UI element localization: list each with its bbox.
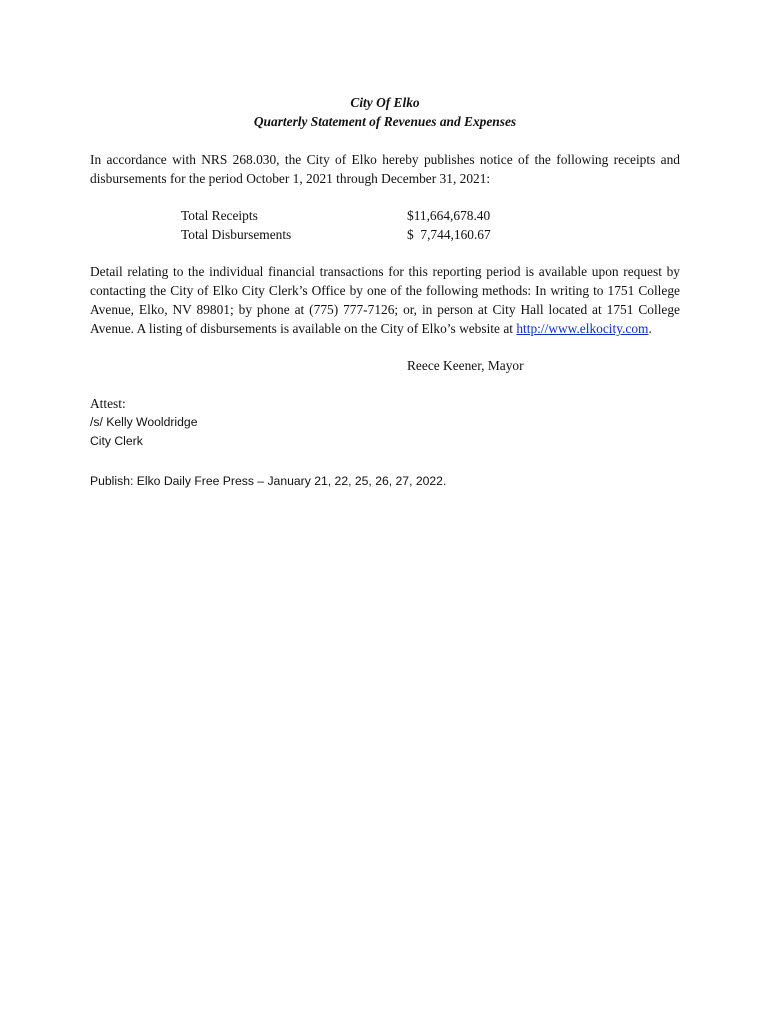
detail-line-3: Avenue, Elko, NV 89801; by phone at (775) 777-7126; or, in person at City Hall located at 1751 College — [90, 302, 680, 317]
attest-label: Attest: — [90, 396, 126, 411]
detail-paragraph — [90, 262, 680, 338]
total-disbursements-value: $ 7,744,160.67 — [407, 227, 491, 242]
total-disbursements-label: Total Disbursements — [181, 227, 292, 242]
publish-note: Publish: Elko Daily Free Press – January 21, 22, 25, 26, 27, 2022. — [90, 474, 447, 488]
detail-line-2: contacting the City of Elko City Clerk’s Office by one of the following methods: In writing to 1751 College — [90, 283, 680, 298]
intro-line-2: disbursements for the period October 1, 2021 through December 31, 2021: — [90, 171, 491, 186]
detail-line-4 — [90, 319, 680, 338]
mayor-signature: Reece Keener, Mayor — [407, 358, 524, 373]
detail-line-1: Detail relating to the individual financial transactions for this reporting period is available upon request by — [90, 264, 680, 279]
website-link[interactable]: http://www.elkocity.com — [516, 321, 649, 336]
total-receipts-label: Total Receipts — [181, 208, 258, 223]
clerk-signature: /s/ Kelly Wooldridge — [90, 415, 198, 429]
detail-line-4-suffix: . — [648, 321, 652, 336]
clerk-title: City Clerk — [90, 434, 143, 448]
document-subtitle: Quarterly Statement of Revenues and Expenses — [253, 114, 517, 129]
intro-paragraph — [90, 150, 680, 188]
total-receipts-value: $11,664,678.40 — [407, 208, 491, 223]
detail-line-4-prefix: Avenue. A listing of disbursements is available on the City of Elko’s website at — [90, 321, 517, 336]
document-title: City Of Elko — [350, 95, 420, 110]
intro-line-1: In accordance with NRS 268.030, the City of Elko hereby publishes notice of the following receipts and — [90, 152, 680, 167]
